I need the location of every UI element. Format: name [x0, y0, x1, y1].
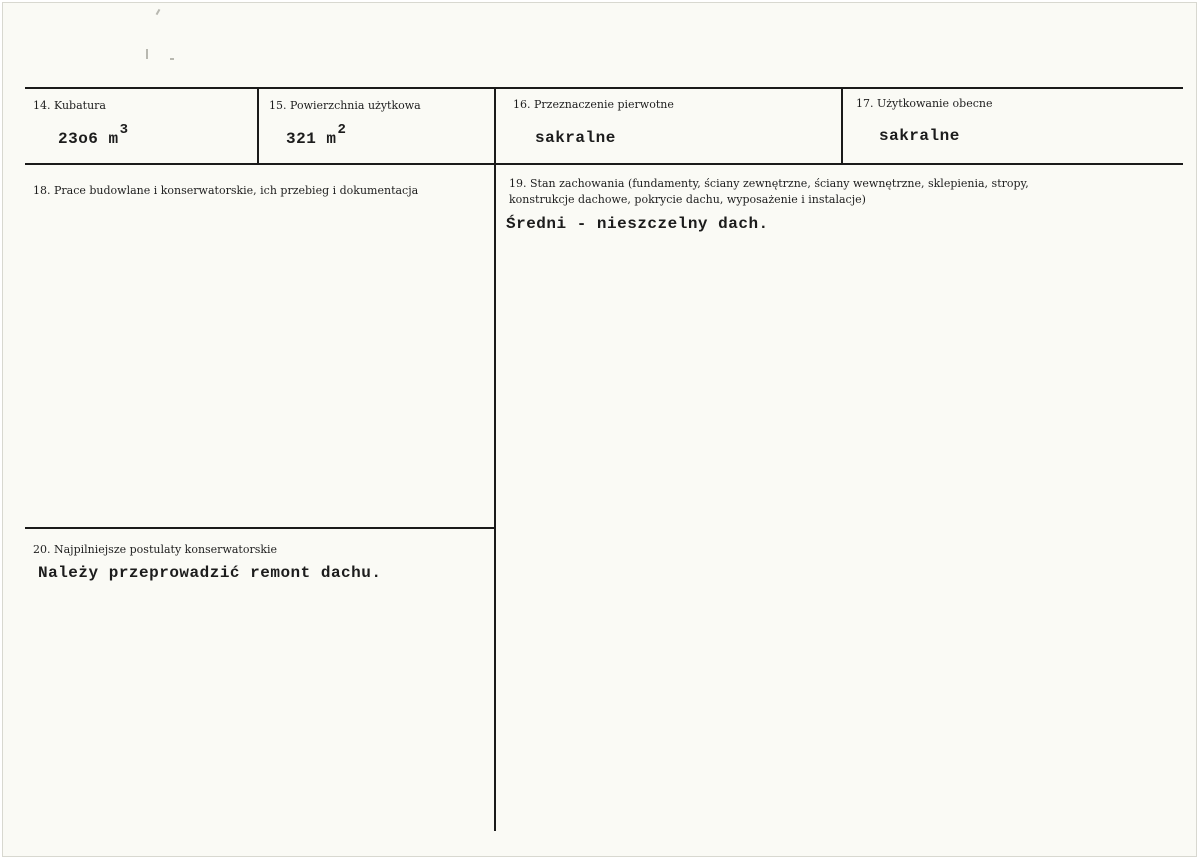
field-15-unit-exponent: 2 — [337, 122, 347, 138]
divider-f16-f17 — [841, 89, 843, 164]
field-15-value-text: 321 m — [286, 130, 337, 148]
field-16-label: 16. Przeznaczenie pierwotne — [513, 98, 674, 111]
divider-f15-f16 — [494, 89, 496, 831]
field-20-label: 20. Najpilniejsze postulaty konserwatorskie — [33, 543, 278, 556]
record-card — [3, 3, 1196, 856]
field-14-label: 14. Kubatura — [33, 99, 106, 112]
ink-speck — [170, 58, 174, 60]
row1-bottom-rule — [25, 163, 1183, 165]
field-14-value-text: 23o6 m — [58, 130, 119, 148]
divider-f14-f15 — [257, 89, 259, 164]
top-rule — [25, 87, 1183, 89]
field-17-label: 17. Użytkowanie obecne — [856, 97, 993, 110]
field-15-value — [286, 122, 347, 148]
field-18-label: 18. Prace budowlane i konserwatorskie, ich przebieg i dokumentacja — [33, 184, 419, 197]
field-20-value: Należy przeprowadzić remont dachu. — [38, 564, 382, 582]
field-16-value: sakralne — [535, 129, 616, 147]
field-14-value — [58, 122, 129, 148]
field-15-label: 15. Powierzchnia użytkowa — [269, 99, 421, 112]
ink-speck — [156, 9, 161, 15]
field-17-value: sakralne — [879, 127, 960, 145]
divider-f18-f20 — [25, 527, 495, 529]
ink-speck — [146, 49, 148, 59]
field-19-value: Średni - nieszczelny dach. — [506, 215, 769, 233]
field-14-unit-exponent: 3 — [119, 122, 129, 138]
field-19-label: 19. Stan zachowania (fundamenty, ściany zewnętrzne, ściany wewnętrzne, sklepienia, stropy, konstrukcje dachowe, pokrycie dachu, wyposażenie i instalacje) — [509, 177, 1029, 206]
